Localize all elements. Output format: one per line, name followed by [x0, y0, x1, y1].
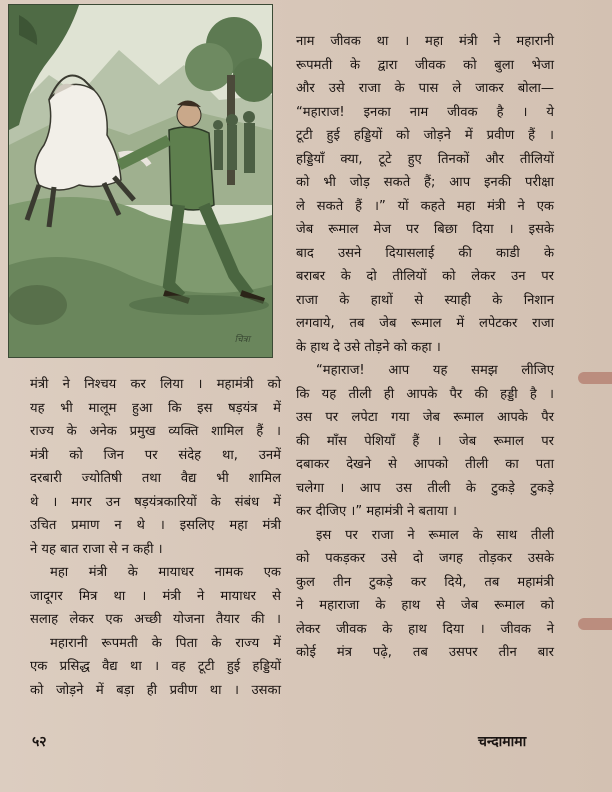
text-line: की माँस पेशियाँ हैं । जेब रूमाल पर [296, 433, 554, 449]
text-line: चलेगा । आप उस तीली के टुकड़े टुकड़े [296, 480, 554, 496]
text-line: रूपमती के द्वारा जीवक को बुला भेजा [296, 57, 554, 73]
text-line: कुल तीन टुकड़े कर दिये, तब महामंत्री [296, 574, 554, 590]
text-line: जेब रूमाल मेज पर बिछा दिया । इसके [296, 222, 554, 237]
text-line: नाम जीवक था । महा मंत्री ने महारानी [296, 34, 554, 49]
text-line: ने महाराजा के हाथ से जेब रूमाल को [296, 598, 554, 613]
text-line: ने यह बात राजा से न कही । [30, 541, 163, 557]
text-line: कर दीजिए ।” महामंत्री ने बताया । [296, 504, 457, 519]
artist-signature: चित्रा [234, 335, 250, 345]
text-line: उचित प्रमाण न थे । इसलिए महा मंत्री [30, 518, 281, 533]
text-line: टूटी हुई हड्डियों को जोड़ने में प्रवीण हैं । [296, 128, 554, 143]
text-line: कि यह तीली ही आपके पैर की हड्डी है । [296, 386, 554, 402]
text-line: यह भी मालूम हुआ कि इस षड़यंत्र में [30, 400, 281, 416]
text-line: महा मंत्री के मायाधर नामक एक [50, 565, 281, 580]
text-line: महारानी रूपमती के पिता के राज्य में [50, 635, 281, 651]
text-line: एक प्रसिद्ध वैद्य था । वह टूटी हुई हड्डियों [30, 659, 281, 674]
page-number: ५२ [32, 734, 47, 750]
text-line: सलाह लेकर एक अच्छी योजना तैयार की । [30, 612, 281, 627]
text-line: के हाथ दे उसे तोड़ने को कहा । [296, 339, 441, 355]
text-line: दबाकर देखने से आपको तीली का पता [296, 457, 554, 472]
text-line: हड्डियाँ क्या, टूटे हुए तिनकों और तीलियों [296, 151, 554, 167]
page-edge-mark [578, 618, 612, 630]
text-line: “महाराज! आप यह समझ लीजिए [316, 363, 554, 378]
text-line: मंत्री ने निश्चय कर लिया । महामंत्री को [30, 377, 281, 392]
text-line: कोई मंत्र पढ़े, तब उसपर तीन बार [296, 645, 554, 660]
right-text-column [296, 30, 554, 665]
text-line: दरबारी ज्योतिषी तथा वैद्य भी शामिल [30, 471, 281, 486]
left-text-column [30, 373, 281, 702]
text-line: मंत्री को जिन पर संदेह था, उनमें [30, 447, 281, 463]
text-line: और उसे राजा के पास ले जाकर बोला— [296, 81, 554, 96]
text-line: लगवाये, तब जेब रूमाल में लपेटकर राजा [296, 316, 554, 331]
text-line: राजा के हाथों से स्याही के निशान [296, 292, 554, 308]
text-line: उस पर लपेटा गया जेब रूमाल आपके पैर [296, 410, 554, 425]
text-line: को जोड़ने में बड़ा ही प्रवीण था । उसका [30, 682, 281, 698]
text-line: इस पर राजा ने रूमाल के साथ तीली [316, 527, 554, 543]
text-line: जादूगर मित्र था । मंत्री ने मायाधर से [30, 588, 281, 604]
text-line: राज्य के अनेक प्रमुख व्यक्ति शामिल हैं । [30, 424, 281, 439]
text-line: को पकड़कर उसे दो जगह तोड़कर उसके [296, 551, 554, 566]
text-line: बराबर के दो तीलियों को लेकर उन पर [296, 269, 554, 284]
text-line: थे । मगर उन षड़यंत्रकारियों के संबंध में [30, 494, 281, 510]
magazine-name: चन्दामामा [478, 734, 527, 750]
page-edge-mark [578, 372, 612, 384]
text-line: “महाराज! इनका नाम जीवक है । ये [296, 104, 554, 120]
text-line: बाद उसने दियासलाई की काडी के [296, 245, 554, 261]
text-line: लेकर जीवक के हाथ दिया । जीवक ने [296, 621, 554, 637]
text-line: ले सकते हैं ।” यों कहते महा मंत्री ने एक [296, 198, 554, 214]
story-illustration [8, 4, 273, 358]
illustration-drawing [9, 5, 272, 357]
text-line: को भी जोड़ सकते हैं; आप इनकी परीक्षा [296, 175, 554, 190]
